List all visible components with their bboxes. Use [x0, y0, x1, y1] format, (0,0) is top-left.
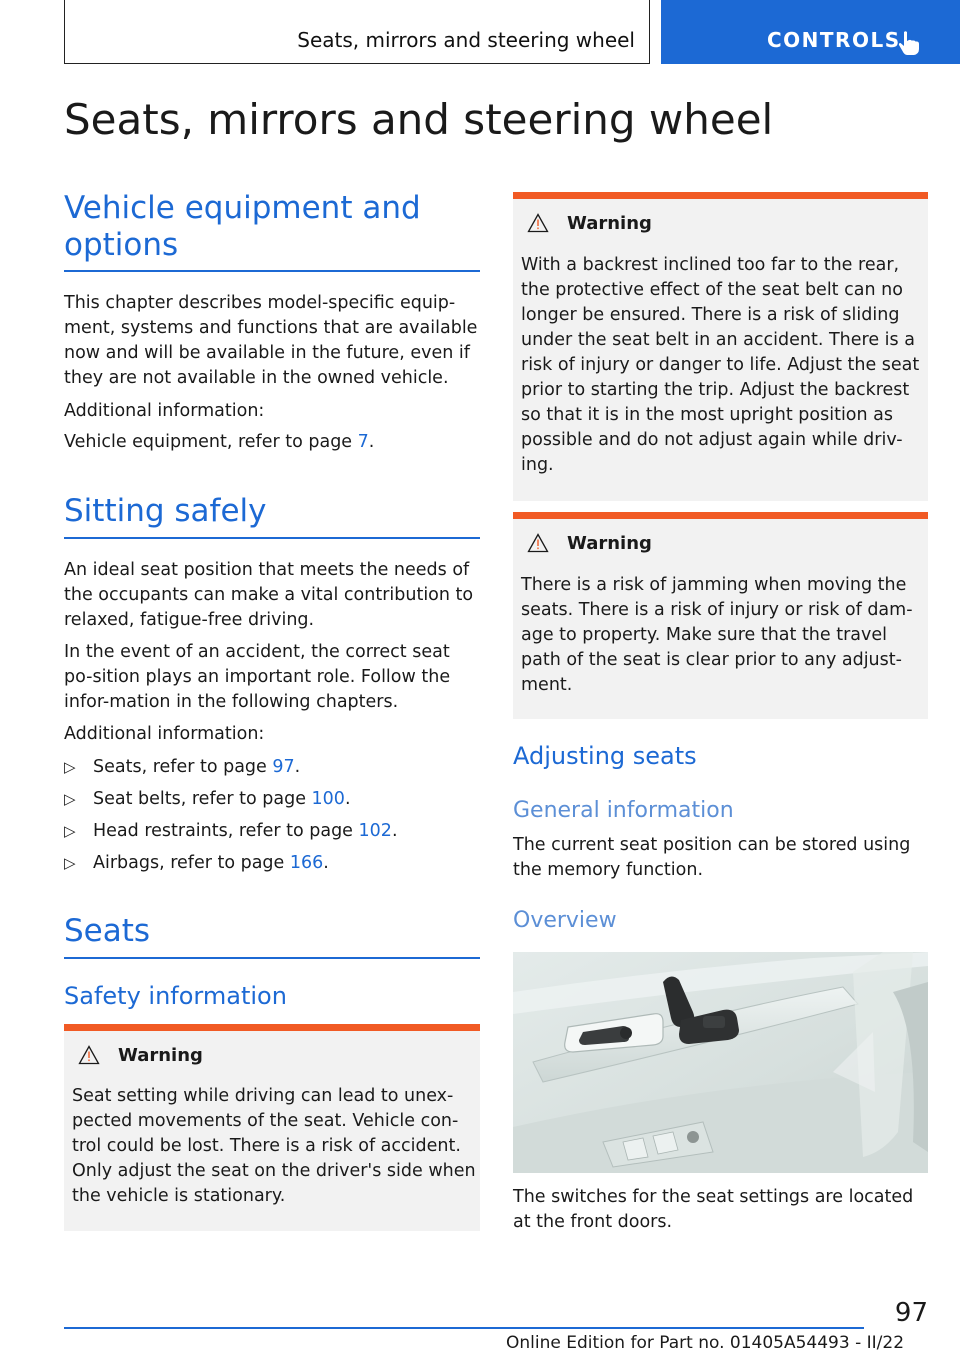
heading-rule [64, 957, 480, 959]
running-header [64, 0, 650, 64]
pointing-hand-icon [897, 30, 921, 56]
warning-box [513, 512, 928, 719]
seat-switches-photo [513, 952, 928, 1173]
sitting-safely-body-1: An ideal seat position that meets the needs of the occupants can make a vital contribution to relaxed, fatigue-free driving. [64, 560, 474, 630]
heading-rule [64, 270, 480, 272]
safety-information-heading: Safety information [64, 982, 287, 1010]
sitting-safely-body-2: In the event of an accident, the correct seat po-sition plays an important role. Follow the infor-mation in the following chapters. [64, 642, 451, 712]
vehicle-equipment-ref: Vehicle equipment, refer to page 7. [64, 432, 375, 452]
page-link[interactable]: 100 [311, 789, 345, 809]
vehicle-equipment-heading: Vehicle equipment and options [64, 190, 421, 263]
general-information-heading: General information [513, 798, 734, 823]
seats-heading: Seats [64, 913, 151, 949]
warning-label: Warning [118, 1045, 203, 1066]
photo-caption: The switches for the seat settings are located at the front doors. [513, 1187, 914, 1232]
warning-box [513, 192, 928, 501]
warning-label: Warning [567, 213, 652, 234]
chapter-label: CONTROLS [767, 28, 901, 52]
triangle-bullet-icon: ▷ [64, 854, 76, 872]
warning-text: There is a risk of jamming when moving the seats. There is a risk of injury or risk of dam-age to property. Make sure that the travel path of the seat is clear prior to any adjust-ment. [521, 575, 913, 695]
page-link[interactable]: 97 [272, 757, 295, 777]
warning-triangle-icon [78, 1045, 100, 1065]
triangle-bullet-icon: ▷ [64, 790, 76, 808]
additional-info-label: Additional information: [64, 401, 265, 421]
heading-rule [64, 537, 480, 539]
page-link[interactable]: 166 [289, 853, 324, 873]
page-link[interactable]: 102 [358, 821, 392, 841]
page-number: 97 [894, 1298, 928, 1328]
warning-triangle-icon [527, 213, 549, 233]
vehicle-equipment-body: This chapter describes model-specific equip-ment, systems and functions that are available now and will be available in the future, even if they are not available in the owned vehicle. [64, 293, 478, 388]
triangle-bullet-icon: ▷ [64, 758, 76, 776]
warning-text: Seat setting while driving can lead to unex-pected movements of the seat. Vehicle con-trol could be lost. There is a risk of accident. Only adjust the seat on the driver's side when the vehicle is stationary. [72, 1086, 476, 1206]
footer-rule [64, 1327, 864, 1329]
chapter-tab [661, 0, 960, 64]
warning-text: With a backrest inclined too far to the rear, the protective effect of the seat belt can no longer be ensured. There is a risk of sliding under the seat belt in an accident. There is a risk of injury or danger to life. Adjust the seat prior to starting the trip. Adjust the backrest so that it is in the most upright position as possible and do not adjust again while driv-ing. [521, 255, 920, 475]
additional-info-label: Additional information: [64, 724, 265, 744]
page-title: Seats, mirrors and steering wheel [64, 95, 774, 144]
warning-box [64, 1024, 480, 1231]
adjusting-seats-heading: Adjusting seats [513, 742, 697, 770]
warning-triangle-icon [527, 533, 549, 553]
general-information-body: The current seat position can be stored using the memory function. [513, 835, 911, 880]
page-link[interactable]: 7 [357, 432, 369, 452]
triangle-bullet-icon: ▷ [64, 822, 76, 840]
overview-heading: Overview [513, 908, 617, 933]
edition-footer: Online Edition for Part no. 01405A54493 - II/22 [506, 1333, 905, 1353]
section-title: Seats, mirrors and steering wheel [297, 28, 635, 52]
door-panel-illustration [513, 952, 928, 1173]
sitting-safely-heading: Sitting safely [64, 493, 267, 529]
warning-label: Warning [567, 533, 652, 554]
